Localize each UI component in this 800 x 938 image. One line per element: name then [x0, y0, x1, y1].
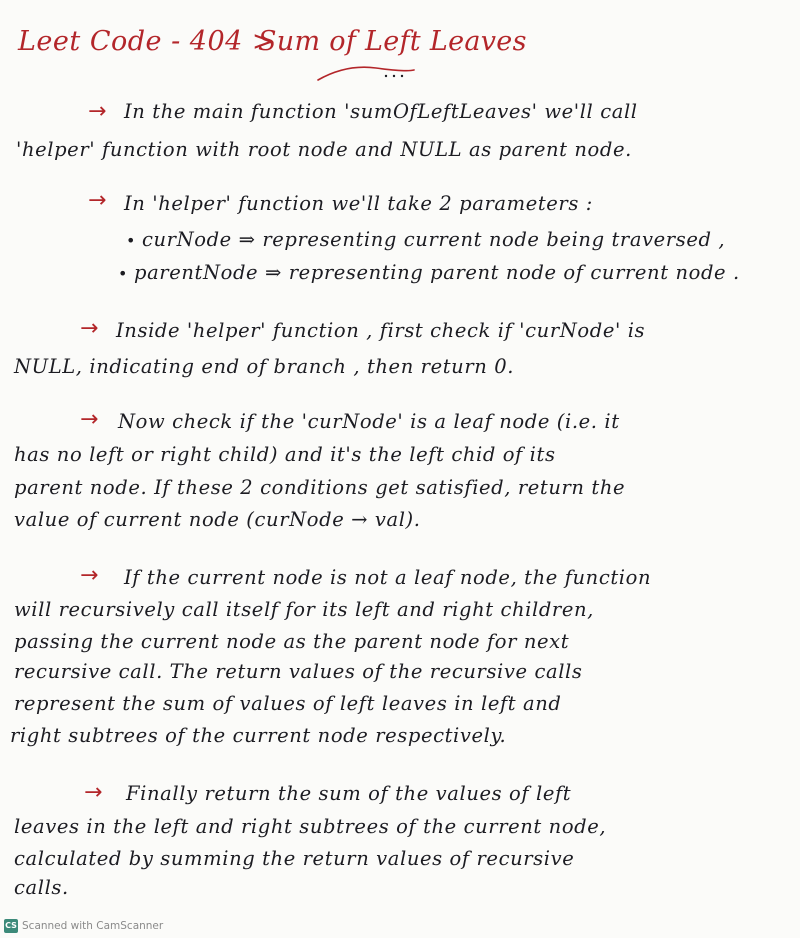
camscanner-watermark [4, 918, 163, 934]
title-problem-name: Sum of Left Leaves [258, 26, 527, 57]
arrow-icon: → [80, 563, 99, 588]
paragraph-5-line-1: If the current node is not a leaf node, the function [124, 566, 652, 589]
paragraph-4-line-4: value of current node (curNode → val). [14, 508, 421, 531]
paragraph-3-line-2: NULL, indicating end of branch , then return 0. [14, 355, 514, 378]
paragraph-4-line-1: Now check if the 'curNode' is a leaf node (i.e. it [118, 410, 620, 433]
paragraph-2-bullet-1: curNode ⇒ representing current node being traversed , [142, 228, 726, 251]
arrow-icon: → [84, 780, 103, 805]
title-underline-icon [316, 58, 416, 88]
bullet-icon: • [126, 231, 136, 250]
watermark-text: Scanned with CamScanner [22, 920, 164, 932]
paragraph-4-line-2: has no left or right child) and it's the left chid of its [14, 443, 556, 466]
paragraph-5-line-3: passing the current node as the parent node for next [14, 630, 570, 653]
paragraph-5-line-4: recursive call. The return values of the recursive calls [14, 660, 583, 683]
paragraph-1-line-2: 'helper' function with root node and NULL as parent node. [16, 138, 632, 161]
arrow-icon: → [88, 99, 107, 124]
paragraph-5-line-2: will recursively call itself for its left and right children, [14, 598, 594, 621]
paragraph-6-line-3: calculated by summing the return values of recursive [14, 847, 575, 870]
arrow-icon: → [80, 316, 99, 341]
arrow-icon: → [80, 407, 99, 432]
bullet-icon: • [118, 264, 128, 283]
paragraph-3-line-1: Inside 'helper' function , first check if 'curNode' is [116, 319, 646, 342]
paragraph-6-line-1: Finally return the sum of the values of left [126, 782, 572, 805]
arrow-icon: → [88, 188, 107, 213]
paragraph-6-line-2: leaves in the left and right subtrees of the current node, [14, 815, 607, 838]
paragraph-1-line-1: In the main function 'sumOfLeftLeaves' we'll call [124, 100, 638, 123]
paragraph-5-line-5: represent the sum of values of left leaves in left and [14, 692, 562, 715]
paragraph-5-line-6: right subtrees of the current node respectively. [10, 724, 507, 747]
paragraph-2-line-1: In 'helper' function we'll take 2 parameters : [124, 192, 593, 215]
camscanner-logo-icon: CS [4, 919, 18, 933]
paragraph-6-line-4: calls. [14, 876, 69, 899]
paragraph-2-bullet-2: parentNode ⇒ representing parent node of current node . [134, 261, 740, 284]
title-problem-number: Leet Code - 404 > [18, 26, 276, 57]
paragraph-4-line-3: parent node. If these 2 conditions get satisfied, return the [14, 476, 626, 499]
